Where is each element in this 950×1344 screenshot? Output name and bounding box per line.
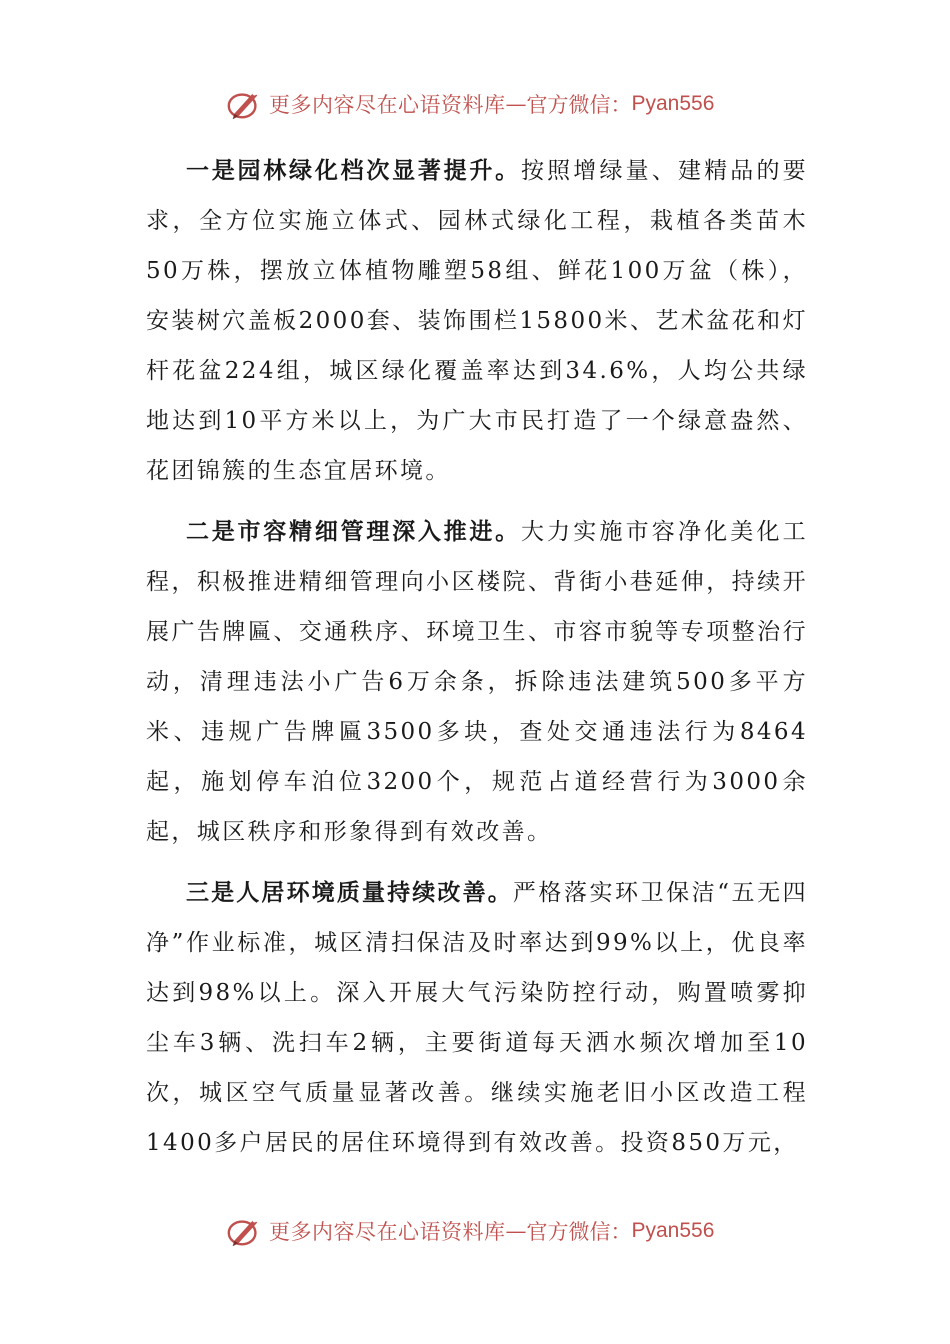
paragraph-heading: 三是人居环境质量持续改善。	[186, 880, 513, 906]
banner-dash: —	[505, 92, 527, 116]
paragraph-3	[146, 868, 808, 1168]
document-body	[146, 146, 808, 1179]
banner-handle: Pyan556	[631, 1219, 715, 1242]
pen-logo-icon	[225, 85, 263, 123]
paragraph-text: 按照增绿量、建精品的要求，全方位实施立体式、园林式绿化工程，栽植各类苗木50万株，摆放立体植物雕塑58组、鲜花100万盆（株），安装树穴盖板2000套、装饰围栏15800米、艺术盆花和灯杆花盆224组，城区绿化覆盖率达到34.6%，人均公共绿地达到10平方米以上，为广大市民打造了一个绿意盎然、花团锦簇的生态宜居环境。	[146, 158, 809, 484]
banner-text: 更多内容尽在心语资料库	[269, 93, 506, 117]
banner-label: 官方微信：	[526, 93, 632, 117]
banner-handle: Pyan556	[631, 92, 715, 115]
banner-dash: —	[505, 1219, 527, 1243]
banner-text: 更多内容尽在心语资料库	[269, 1220, 506, 1244]
pen-logo-icon	[225, 1212, 263, 1250]
paragraph-heading: 一是园林绿化档次显著提升。	[186, 158, 521, 184]
banner-label: 官方微信：	[526, 1220, 632, 1244]
paragraph-text: 严格落实环卫保洁“五无四净”作业标准，城区清扫保洁及时率达到99%以上，优良率达到98%以上。深入开展大气污染防控行动，购置喷雾抑尘车3辆、洗扫车2辆，主要街道每天洒水频次增加至10次，城区空气质量显著改善。继续实施老旧小区改造工程1400多户居民的居住环境得到有效改善。投资850万元，	[146, 880, 809, 1156]
paragraph-1	[146, 146, 808, 496]
paragraph-text: 大力实施市容净化美化工程，积极推进精细管理向小区楼院、背街小巷延伸，持续开展广告牌匾、交通秩序、环境卫生、市容市貌等专项整治行动，清理违法小广告6万余条，拆除违法建筑500多平方米、违规广告牌匾3500多块，查处交通违法行为8464起，施划停车泊位3200个，规范占道经营行为3000余起，城区秩序和形象得到有效改善。	[146, 519, 809, 845]
header-banner	[225, 84, 714, 124]
paragraph-2	[146, 507, 808, 857]
footer-banner	[225, 1211, 714, 1251]
paragraph-heading: 二是市容精细管理深入推进。	[186, 519, 521, 545]
